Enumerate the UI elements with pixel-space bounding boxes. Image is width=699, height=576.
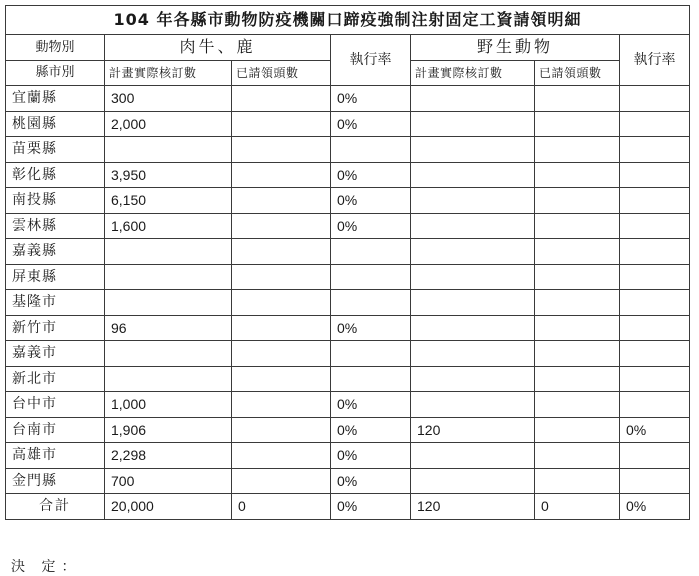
wild-claimed-cell: [535, 111, 620, 137]
cattle-claimed-cell: [232, 341, 331, 367]
title-row: [6, 6, 690, 35]
animal-type-header: 動物別: [6, 35, 105, 61]
wild-planned-cell: [411, 443, 535, 469]
region-cell: 屏東縣: [6, 264, 105, 290]
wild-claimed-cell: [535, 443, 620, 469]
wild-planned-cell: [411, 264, 535, 290]
wild-rate-cell: [620, 213, 690, 239]
wild-planned-cell: [411, 239, 535, 265]
cattle-rate-cell: 0%: [331, 392, 411, 418]
cattle-planned-header: 計畫實際核訂數: [105, 60, 232, 86]
cattle-claimed-header: 已請領頭數: [232, 60, 331, 86]
cattle-rate-cell: 0%: [331, 111, 411, 137]
cattle-claimed-cell: [232, 443, 331, 469]
wild-rate-cell: [620, 162, 690, 188]
wild-planned-cell: [411, 111, 535, 137]
wild-claimed-cell: [535, 366, 620, 392]
total-wild-rate-cell: 0%: [620, 494, 690, 520]
region-cell: 台南市: [6, 417, 105, 443]
table-row: [6, 162, 690, 188]
wild-animal-group-header: 野生動物: [411, 35, 620, 61]
cattle-planned-cell: 700: [105, 468, 232, 494]
cattle-claimed-cell: [232, 137, 331, 163]
header-row-1: [6, 35, 690, 61]
cattle-claimed-cell: [232, 213, 331, 239]
wild-rate-cell: [620, 468, 690, 494]
wild-rate-cell: [620, 443, 690, 469]
cattle-planned-cell: 96: [105, 315, 232, 341]
cattle-planned-cell: 1,600: [105, 213, 232, 239]
cattle-rate-header: 執行率: [331, 35, 411, 86]
cattle-rate-cell: [331, 366, 411, 392]
cattle-planned-cell: [105, 341, 232, 367]
table-row: [6, 392, 690, 418]
wild-planned-cell: [411, 86, 535, 112]
cattle-claimed-cell: [232, 315, 331, 341]
wild-rate-cell: [620, 188, 690, 214]
wild-claimed-cell: [535, 188, 620, 214]
allowance-table: [5, 5, 690, 520]
wild-rate-cell: [620, 315, 690, 341]
cattle-planned-cell: 2,000: [105, 111, 232, 137]
total-wild-planned-cell: 120: [411, 494, 535, 520]
wild-planned-cell: [411, 468, 535, 494]
region-header: 縣市別: [6, 60, 105, 86]
table-body: [6, 6, 690, 520]
cattle-planned-cell: 1,000: [105, 392, 232, 418]
wild-rate-cell: [620, 264, 690, 290]
table-row: [6, 239, 690, 265]
cattle-claimed-cell: [232, 468, 331, 494]
table-row: [6, 264, 690, 290]
wild-planned-cell: [411, 188, 535, 214]
wild-rate-cell: [620, 111, 690, 137]
region-cell: 彰化縣: [6, 162, 105, 188]
total-cattle-planned-cell: 20,000: [105, 494, 232, 520]
wild-claimed-cell: [535, 392, 620, 418]
decision-label: 決 定：: [11, 559, 82, 575]
cattle-planned-cell: 6,150: [105, 188, 232, 214]
wild-claimed-cell: [535, 315, 620, 341]
wild-rate-cell: [620, 341, 690, 367]
region-cell: 宜蘭縣: [6, 86, 105, 112]
cattle-rate-cell: 0%: [331, 468, 411, 494]
table-row: [6, 315, 690, 341]
cattle-rate-cell: [331, 264, 411, 290]
total-cattle-rate-cell: 0%: [331, 494, 411, 520]
wild-rate-cell: [620, 137, 690, 163]
wild-claimed-cell: [535, 341, 620, 367]
wild-rate-header: 執行率: [620, 35, 690, 86]
cattle-planned-cell: 300: [105, 86, 232, 112]
table-row: [6, 443, 690, 469]
cattle-rate-cell: [331, 137, 411, 163]
total-cattle-claimed-cell: 0: [232, 494, 331, 520]
cattle-planned-cell: [105, 264, 232, 290]
cattle-claimed-cell: [232, 417, 331, 443]
wild-planned-cell: [411, 137, 535, 163]
cattle-claimed-cell: [232, 290, 331, 316]
cattle-planned-cell: 3,950: [105, 162, 232, 188]
table-row: [6, 137, 690, 163]
region-cell: 新北市: [6, 366, 105, 392]
wild-claimed-cell: [535, 264, 620, 290]
wild-planned-cell: [411, 341, 535, 367]
total-label-cell: 合計: [6, 494, 105, 520]
wild-rate-cell: [620, 290, 690, 316]
wild-planned-cell: [411, 213, 535, 239]
cattle-planned-cell: [105, 137, 232, 163]
region-cell: 雲林縣: [6, 213, 105, 239]
cattle-claimed-cell: [232, 111, 331, 137]
cattle-rate-cell: 0%: [331, 162, 411, 188]
table-row: [6, 86, 690, 112]
region-cell: 嘉義縣: [6, 239, 105, 265]
cattle-claimed-cell: [232, 188, 331, 214]
table-row: [6, 213, 690, 239]
region-cell: 苗栗縣: [6, 137, 105, 163]
wild-rate-cell: [620, 392, 690, 418]
region-cell: 金門縣: [6, 468, 105, 494]
wild-claimed-cell: [535, 239, 620, 265]
cattle-planned-cell: [105, 366, 232, 392]
cattle-planned-cell: [105, 290, 232, 316]
region-cell: 嘉義市: [6, 341, 105, 367]
wild-claimed-header: 已請領頭數: [535, 60, 620, 86]
cattle-deer-group-header: 肉牛、鹿: [105, 35, 331, 61]
wild-planned-header: 計畫實際核訂數: [411, 60, 535, 86]
table-row: [6, 366, 690, 392]
wild-claimed-cell: [535, 213, 620, 239]
table-row: [6, 111, 690, 137]
cattle-rate-cell: 0%: [331, 315, 411, 341]
cattle-rate-cell: [331, 239, 411, 265]
cattle-rate-cell: 0%: [331, 443, 411, 469]
total-wild-claimed-cell: 0: [535, 494, 620, 520]
table-row: [6, 417, 690, 443]
region-cell: 台中市: [6, 392, 105, 418]
region-cell: 南投縣: [6, 188, 105, 214]
wild-claimed-cell: [535, 137, 620, 163]
table-row: [6, 341, 690, 367]
wild-planned-cell: [411, 162, 535, 188]
table-row: [6, 468, 690, 494]
cattle-rate-cell: [331, 290, 411, 316]
region-cell: 新竹市: [6, 315, 105, 341]
cattle-claimed-cell: [232, 239, 331, 265]
wild-planned-cell: [411, 366, 535, 392]
allowance-table-sheet: [5, 5, 690, 575]
cattle-rate-cell: 0%: [331, 86, 411, 112]
wild-planned-cell: [411, 290, 535, 316]
cattle-claimed-cell: [232, 162, 331, 188]
wild-rate-cell: [620, 86, 690, 112]
wild-claimed-cell: [535, 417, 620, 443]
wild-claimed-cell: [535, 86, 620, 112]
cattle-planned-cell: [105, 239, 232, 265]
cattle-planned-cell: 2,298: [105, 443, 232, 469]
wild-planned-cell: [411, 392, 535, 418]
cattle-claimed-cell: [232, 264, 331, 290]
table-title: 104 年各縣市動物防疫機關口蹄疫強制注射固定工資請領明細: [6, 6, 690, 35]
wild-planned-cell: [411, 315, 535, 341]
cattle-claimed-cell: [232, 392, 331, 418]
region-cell: 桃園縣: [6, 111, 105, 137]
wild-rate-cell: [620, 239, 690, 265]
cattle-rate-cell: 0%: [331, 188, 411, 214]
wild-planned-cell: 120: [411, 417, 535, 443]
wild-claimed-cell: [535, 162, 620, 188]
wild-claimed-cell: [535, 468, 620, 494]
cattle-planned-cell: 1,906: [105, 417, 232, 443]
cattle-rate-cell: 0%: [331, 417, 411, 443]
wild-rate-cell: [620, 366, 690, 392]
cattle-claimed-cell: [232, 366, 331, 392]
cattle-claimed-cell: [232, 86, 331, 112]
table-row: [6, 188, 690, 214]
cattle-rate-cell: 0%: [331, 213, 411, 239]
cattle-rate-cell: [331, 341, 411, 367]
total-row: [6, 494, 690, 520]
region-cell: 基隆市: [6, 290, 105, 316]
wild-rate-cell: 0%: [620, 417, 690, 443]
table-row: [6, 290, 690, 316]
region-cell: 高雄市: [6, 443, 105, 469]
wild-claimed-cell: [535, 290, 620, 316]
